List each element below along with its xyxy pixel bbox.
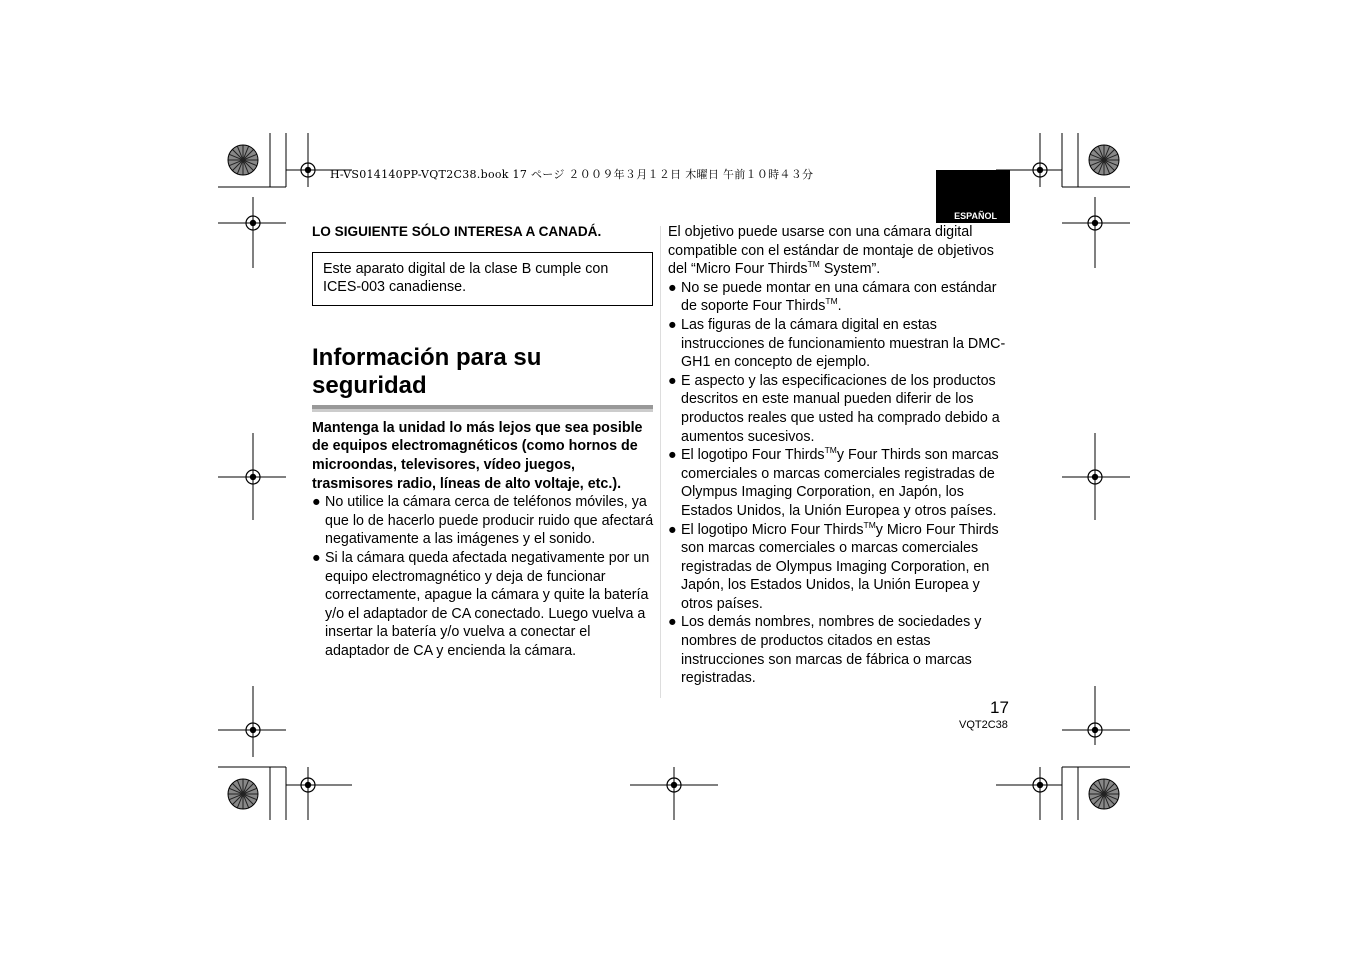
intro-text: El objetivo puede usarse con una cámara digital compatible con el estándar de montaje de objetivos del “Micro Four Thirds [668,224,994,278]
intro-paragraph [668,223,1013,279]
bullet-icon: ● [668,372,677,389]
trademark-mark: TM [807,259,820,270]
bullet-icon: ● [312,494,321,511]
warning-text: Mantenga la unidad lo más lejos que sea posible de equipos electromagnéticos (como hornos de microondas, televisores, vídeo juegos, trasmisores radio, líneas de alto voltaje, etc.). [312,419,643,492]
section-title: Información para su seguridad [312,343,542,399]
list-text-end: y Four Thirds son marcas comerciales o marcas comerciales registradas de Olympus Imaging Corporation, en Japón, los Estados Unidos, la Unión Europea y otros países. [681,447,999,519]
list-item [668,521,1013,614]
list-item-text [681,521,1013,614]
trademark-mark: TM [863,519,876,530]
column-divider [660,226,661,698]
document-code: VQT2C38 [959,719,1008,731]
canada-title: LO SIGUIENTE SÓLO INTERESA A CANADÁ. [312,224,602,239]
list-item-text: No utilice la cámara cerca de teléfonos móviles, ya que lo de hacerlo puede producir ruido que afectará negativamente a las imágenes y el sonido. [325,494,654,548]
list-text: No se puede montar en una cámara con estándar de soporte Four Thirds [681,279,997,315]
bullet-icon: ● [312,549,321,566]
left-column [312,223,657,661]
list-text: El logotipo Four Thirds [681,447,825,464]
list-item-text: Las figuras de la cámara digital en estas instrucciones de funcionamiento muestran la DMC-GH1 en concepto de ejemplo. [681,316,1006,371]
list-item [668,316,1013,372]
bullet-icon: ● [668,447,677,464]
page-number: 17 [990,698,1009,717]
list-item-text [681,279,1013,316]
list-item [668,279,1013,316]
canada-notice-box [312,252,653,306]
language-label: ESPAÑOL [954,211,997,221]
list-item [668,446,1013,520]
list-item-text: Los demás nombres, nombres de sociedades y nombres de productos citados en estas instrucciones son marcas de fábrica o marcas registradas. [681,614,982,687]
title-underline [312,405,653,412]
list-item [668,372,1013,446]
list-item-text [681,446,1013,520]
list-text-end: y Micro Four Thirds son marcas comerciales o marcas comerciales registradas de Olympus Imaging Corporation, en Japón, los Estados Unidos, la Unión Europea y otros países. [681,521,999,612]
list-text: El logotipo Micro Four Thirds [681,521,864,538]
language-tab [936,170,1010,223]
bullet-icon: ● [668,614,677,631]
list-item [312,549,657,661]
file-header: H-VS014140PP-VQT2C38.book 17 ページ ２００９年３月１２日 木曜日 午前１０時４３分 [330,168,814,181]
list-item [668,613,1013,687]
list-item-text: Si la cámara queda afectada negativamente por un equipo electromagnético y deja de funcionar correctamente, apague la cámara y quite la batería y/o el adaptador de CA conectado. Luego vuelva a insertar la batería y/o vuelva a conectar el adaptador de CA y encienda la cámara. [325,549,650,659]
list-text-end: . [837,298,842,315]
right-column [668,223,1013,688]
canada-notice-text: Este aparato digital de la clase B cumple con ICES-003 canadiense. [323,260,609,296]
list-item-text: E aspecto y las especificaciones de los productos descritos en este manual pueden diferir de los productos reales que usted ha comprado debido a aumentos sucesivos. [681,372,1000,445]
list-item [312,493,657,549]
trademark-mark: TM [824,445,837,456]
bullet-icon: ● [668,279,677,296]
bullet-icon: ● [668,521,677,538]
intro-text-end: System”. [819,261,881,278]
trademark-mark: TM [825,296,838,307]
bullet-icon: ● [668,316,677,333]
